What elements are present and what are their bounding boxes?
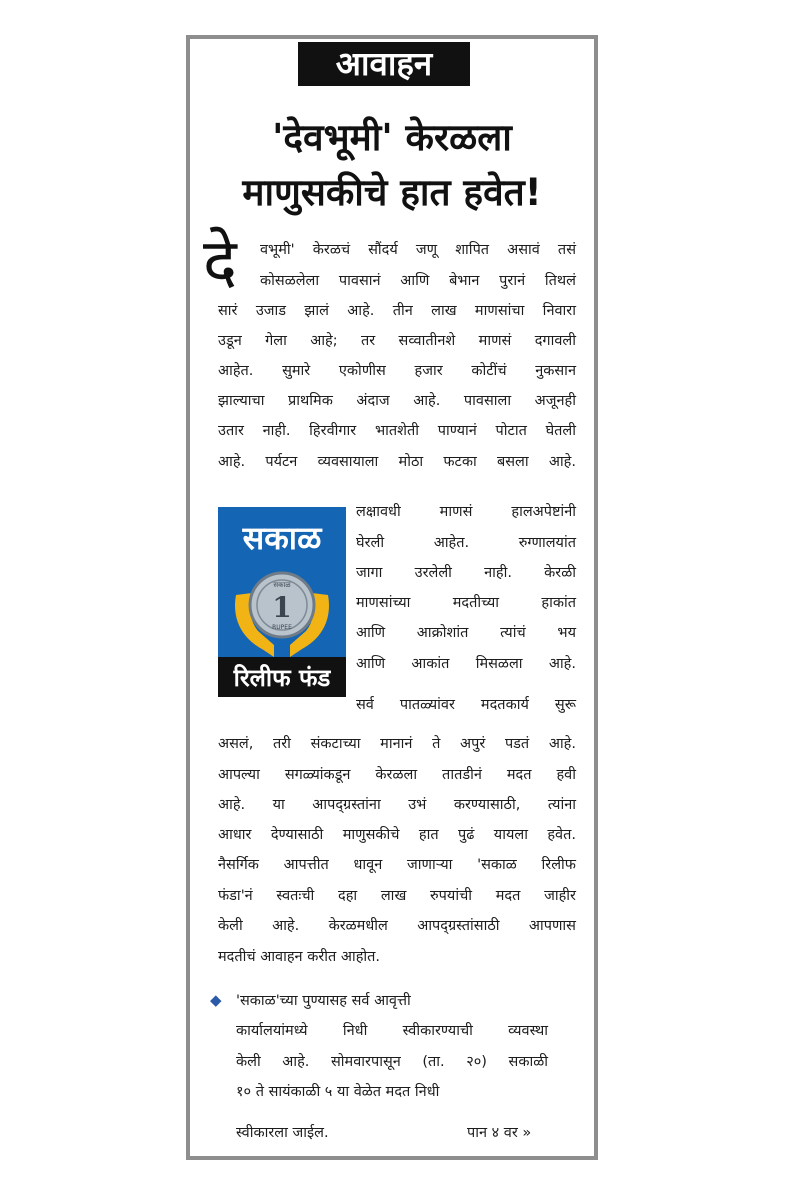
body-line: उडून गेला आहे; तर सव्वातीनशे माणसं दगावली xyxy=(218,333,576,349)
body-line: उतार नाही. हिरवीगार भातशेती पाण्यानं पोटात घेतली xyxy=(218,423,576,439)
bullet-line: स्वीकारला जाईल. xyxy=(236,1125,329,1141)
section-tag: आवाहन xyxy=(298,42,470,86)
body-line: आपल्या सगळ्यांकडून केरळला तातडीनं मदत हवी xyxy=(218,767,576,783)
body-line: सर्व पातळ्यांवर मदतकार्य सुरू xyxy=(356,697,576,713)
sakal-relief-fund-logo xyxy=(218,507,346,697)
body-line: आहे. पर्यटन व्यवसायाला मोठा फटका बसला आहे. xyxy=(218,454,576,470)
bullet-line: केली आहे. सोमवारपासून (ता. २०) सकाळी xyxy=(236,1054,548,1070)
body-line: लक्षावधी माणसं हालअपेष्टांनी xyxy=(356,504,576,520)
body-line: फंडा'नं स्वतःची दहा लाख रुपयांची मदत जाहीर xyxy=(218,888,576,904)
headline-line-2: माणुसकीचे हात हवेत! xyxy=(242,171,542,214)
body-line: आहेत. सुमारे एकोणीस हजार कोटींचं नुकसान xyxy=(218,363,576,379)
body-line: आणि आकांत मिसळला आहे. xyxy=(356,656,576,672)
body-line: असलं, तरी संकटाच्या मानानं ते अपुरं पडतं आहे. xyxy=(218,736,576,752)
body-line: जागा उरलेली नाही. केरळी xyxy=(356,565,576,581)
bullet-line: 'सकाळ'च्या पुण्यासह सर्व आवृत्ती xyxy=(236,993,411,1009)
body-line: केली आहे. केरळमधील आपद्ग्रस्तांसाठी आपणास xyxy=(218,918,576,934)
body-line: आधार देण्यासाठी माणुसकीचे हात पुढं यायला हवेत. xyxy=(218,827,576,843)
svg-text:सकाळ: सकाळ xyxy=(273,581,291,589)
bullet-line: कार्यालयांमध्ये निधी स्वीकारण्याची व्यवस्था xyxy=(236,1023,548,1039)
bullet-line: १० ते सायंकाळी ५ या वेळेत मदत निधी xyxy=(236,1084,440,1100)
body-line: मदतीचं आवाहन करीत आहोत. xyxy=(218,949,381,965)
drop-cap: दे xyxy=(203,226,237,300)
body-line: आहे. या आपद्ग्रस्तांना उभं करण्यासाठी, त्यांना xyxy=(218,797,576,813)
svg-text:1: 1 xyxy=(272,591,292,624)
svg-text:RUPEE: RUPEE xyxy=(272,624,292,631)
continued-on-page-link[interactable]: पान ४ वर » xyxy=(467,1125,532,1141)
body-line: झाल्याचा प्राथमिक अंदाज आहे. पावसाला अजूनही xyxy=(218,393,576,409)
logo-caption: रिलीफ फंड xyxy=(233,664,331,692)
body-line: घेरली आहेत. रुग्णालयांत xyxy=(356,535,576,551)
body-line: आणि आक्रोशांत त्यांचं भय xyxy=(356,625,576,641)
body-line: माणसांच्या मदतीच्या हाकांत xyxy=(356,595,576,611)
body-line: वभूमी' केरळचं सौंदर्य जणू शापित असावं तसं xyxy=(260,242,576,258)
headline-line-1: 'देवभूमी' केरळला xyxy=(272,116,512,159)
body-line: नैसर्गिक आपत्तीत धावून जाणाऱ्या 'सकाळ रिलीफ xyxy=(218,857,576,873)
body-line: कोसळलेला पावसानं आणि बेभान पुरानं तिथलं xyxy=(260,273,576,289)
bullet-icon: ◆ xyxy=(210,991,222,1009)
logo-title: सकाळ xyxy=(242,519,322,557)
body-line: सारं उजाड झालं आहे. तीन लाख माणसांचा निवारा xyxy=(218,303,576,319)
